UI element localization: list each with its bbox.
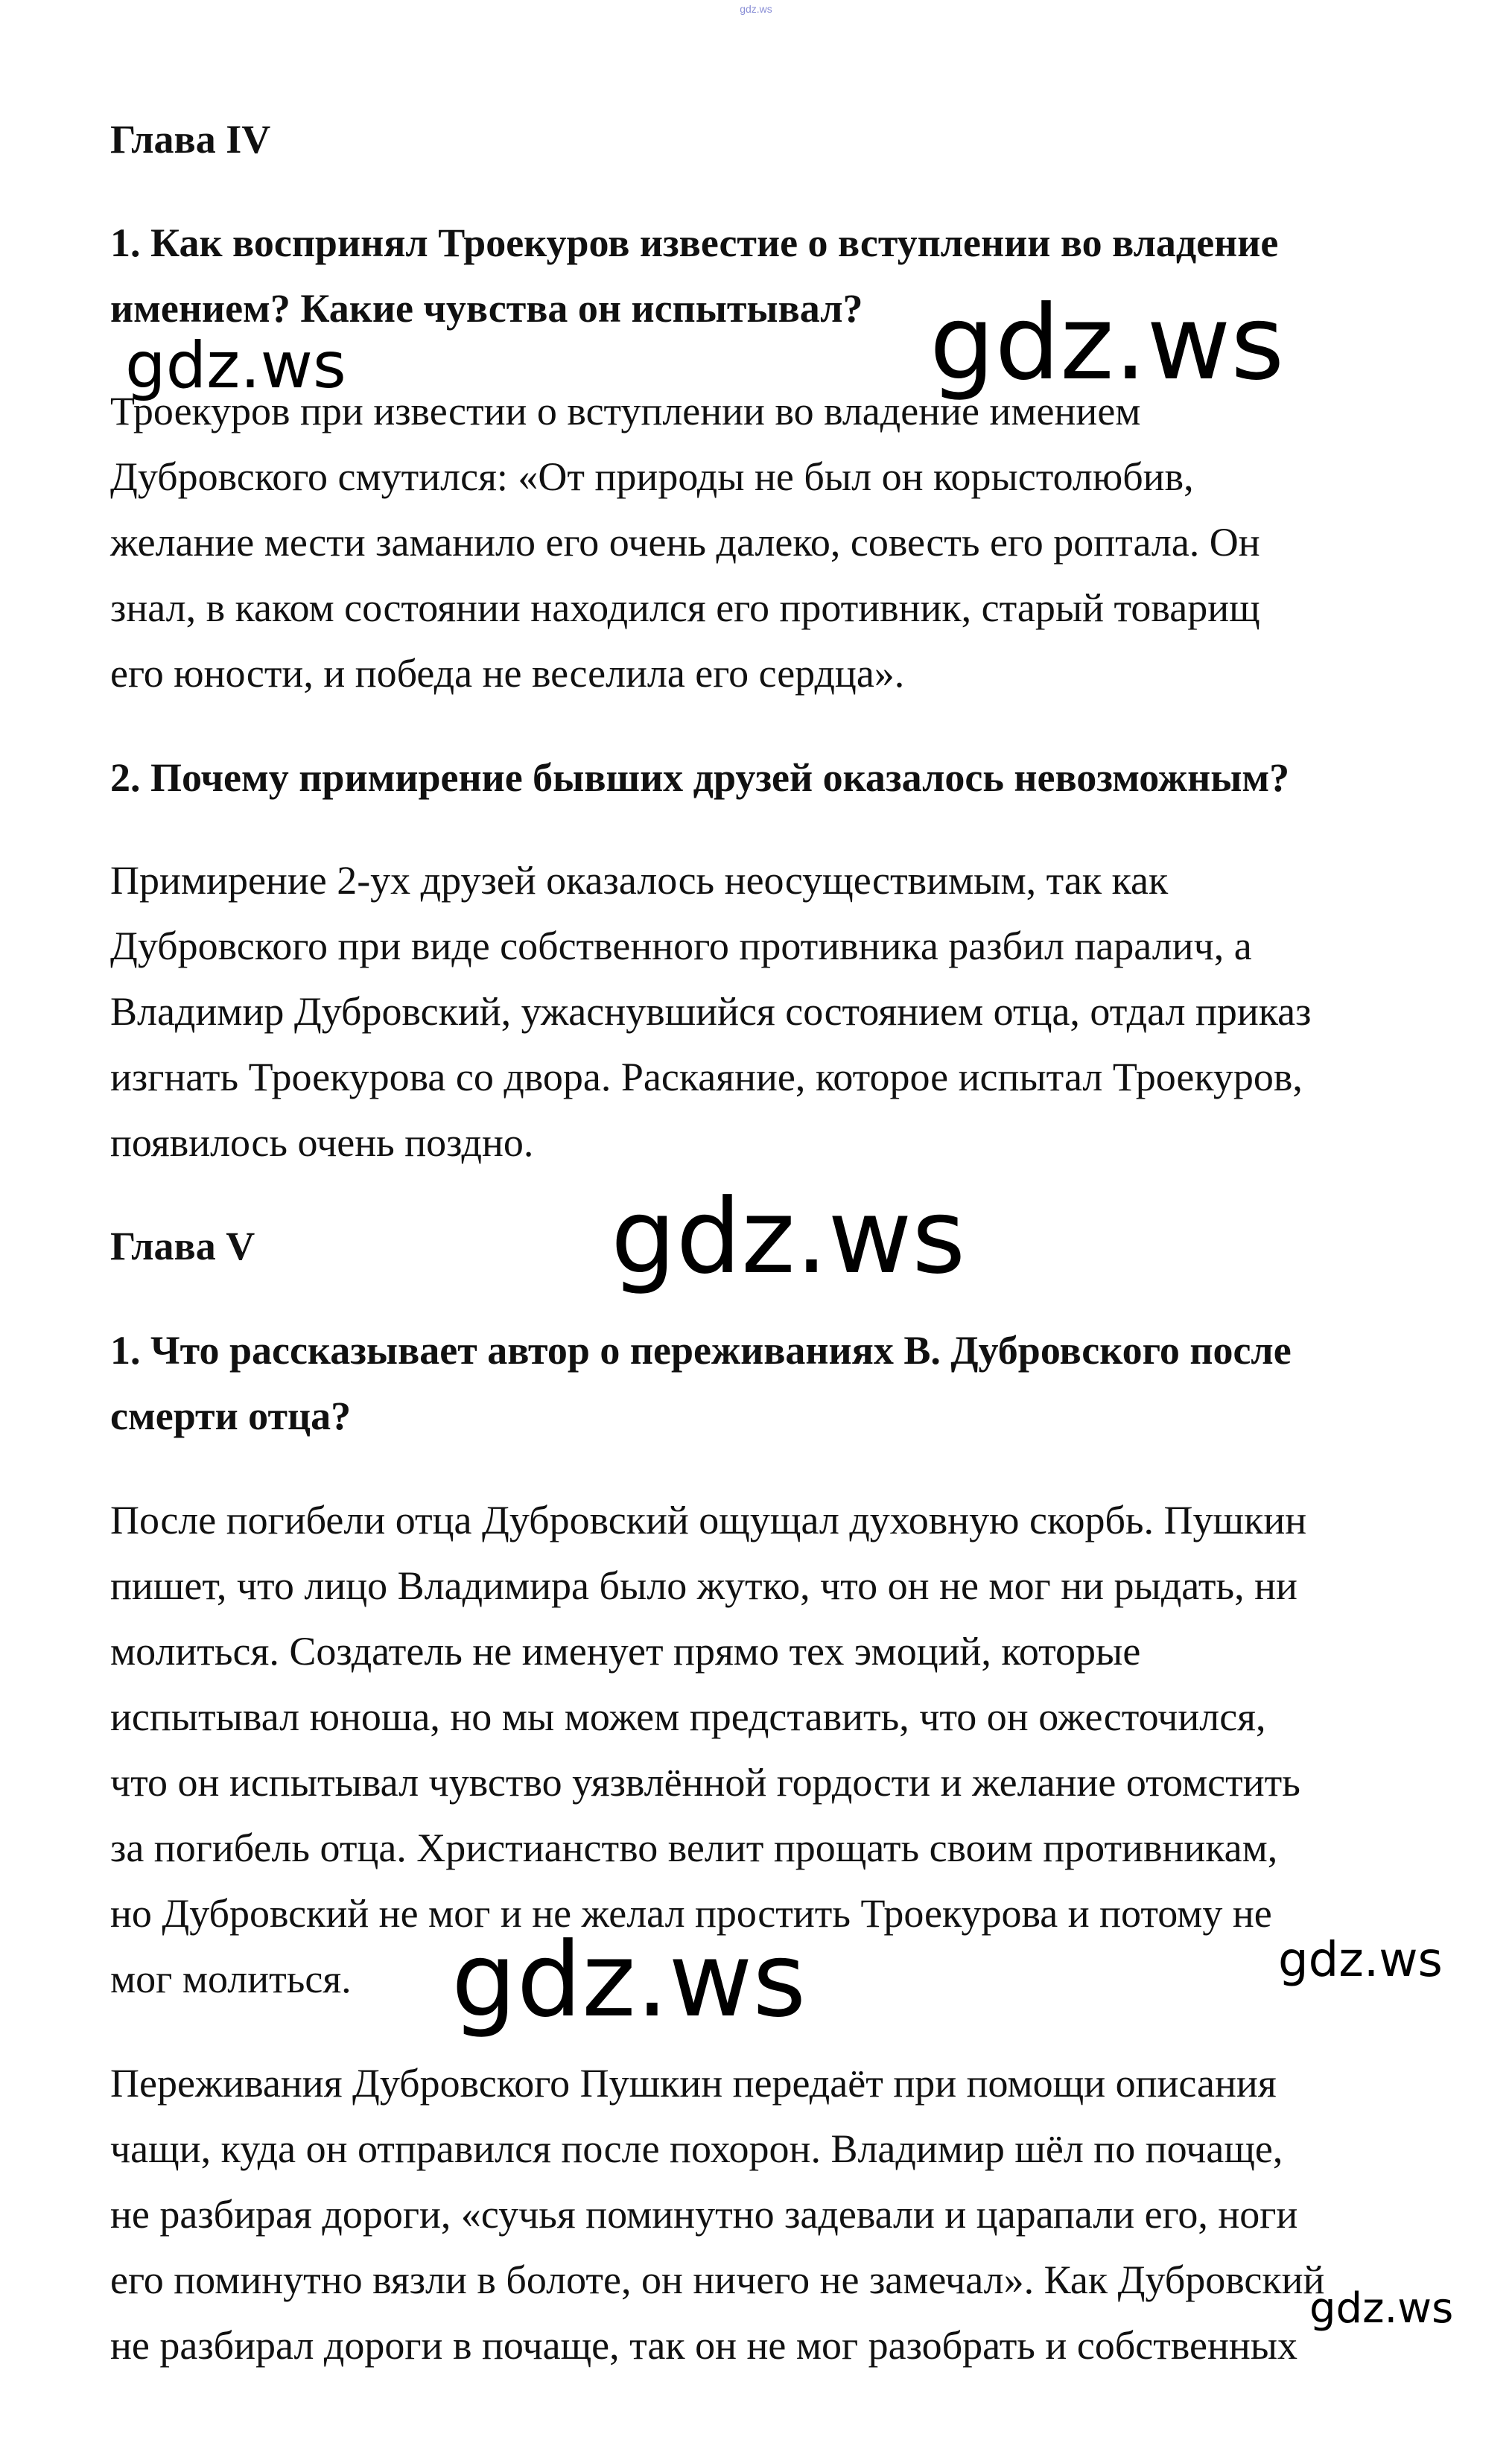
answer-1-line-4: знал, в каком состоянии находился его противник, старый товарищ [110,585,1260,630]
answer-2-line-2: Дубровского при виде собственного противника разбил паралич, а [110,924,1252,968]
answer-1-line-5: его юности, и победа не веселила его сердца». [110,651,905,696]
chapter-5-title: Глава V [110,1224,255,1268]
answer-3-line-5: что он испытывал чувство уязвлённой гордости и желание отомстить [110,1760,1300,1805]
answer-2-line-5: появилось очень поздно. [110,1120,534,1165]
watermark-large-middle: gdz.ws [611,1177,966,1297]
answer-4-line-4: его поминутно вязли в болоте, он ничего не замечал». Как Дубровский [110,2258,1325,2302]
question-1-line-1: 1. Как воспринял Троекуров известие о вступлении во владение [110,220,1279,265]
watermark-small-right: gdz.ws [1278,1933,1443,1988]
answer-3-line-2: пишет, что лицо Владимира было жутко, что он не мог ни рыдать, ни [110,1563,1297,1608]
answer-1-line-3: желание мести заманило его очень далеко, совесть его роптала. Он [110,520,1260,565]
answer-1-line-1: Троекуров при известии о вступлении во владение имением [110,389,1141,433]
watermark-small-bottom-right: gdz.ws [1309,2284,1454,2333]
question-1-line-2: имением? Какие чувства он испытывал? [110,286,863,331]
watermark-large-lower: gdz.ws [451,1920,807,2040]
watermark-small-top-left: gdz.ws [125,328,346,403]
question-3-line-1: 1. Что рассказывает автор о переживаниях В. Дубровского после [110,1328,1292,1373]
answer-3-line-4: испытывал юноша, но мы можем представить, что он ожесточился, [110,1694,1266,1739]
watermark-large-top-right: gdz.ws [930,283,1285,403]
chapter-4-title: Глава IV [110,117,271,162]
answer-4-line-3: не разбирая дороги, «сучья поминутно задевали и царапали его, ноги [110,2192,1298,2237]
answer-3-line-8: мог молиться. [110,1957,352,2001]
answer-4-line-5: не разбирал дороги в почаще, так он не мог разобрать и собственных [110,2323,1298,2368]
header-watermark: gdz.ws [740,3,772,15]
question-2-line-1: 2. Почему примирение бывших друзей оказалось невозможным? [110,755,1290,800]
answer-3-line-6: за погибель отца. Христианство велит прощать своим противникам, [110,1826,1278,1870]
answer-2-line-4: изгнать Троекурова со двора. Раскаяние, которое испытал Троекуров, [110,1055,1303,1099]
answer-3-line-7: но Дубровский не мог и не желал простить Троекурова и потому не [110,1891,1272,1936]
answer-4-line-1: Переживания Дубровского Пушкин передаёт при помощи описания [110,2061,1277,2106]
answer-4-line-2: чащи, куда он отправился после похорон. Владимир шёл по почаще, [110,2126,1283,2171]
answer-2-line-1: Примирение 2-ух друзей оказалось неосуществимым, так как [110,858,1169,903]
answer-1-line-2: Дубровского смутился: «От природы не был он корыстолюбив, [110,454,1194,499]
answer-2-line-3: Владимир Дубровский, ужаснувшийся состоянием отца, отдал приказ [110,989,1312,1034]
question-3-line-2: смерти отца? [110,1394,352,1438]
answer-3-line-3: молиться. Создатель не именует прямо тех эмоций, которые [110,1629,1141,1674]
answer-3-line-1: После погибели отца Дубровский ощущал духовную скорбь. Пушкин [110,1498,1307,1542]
